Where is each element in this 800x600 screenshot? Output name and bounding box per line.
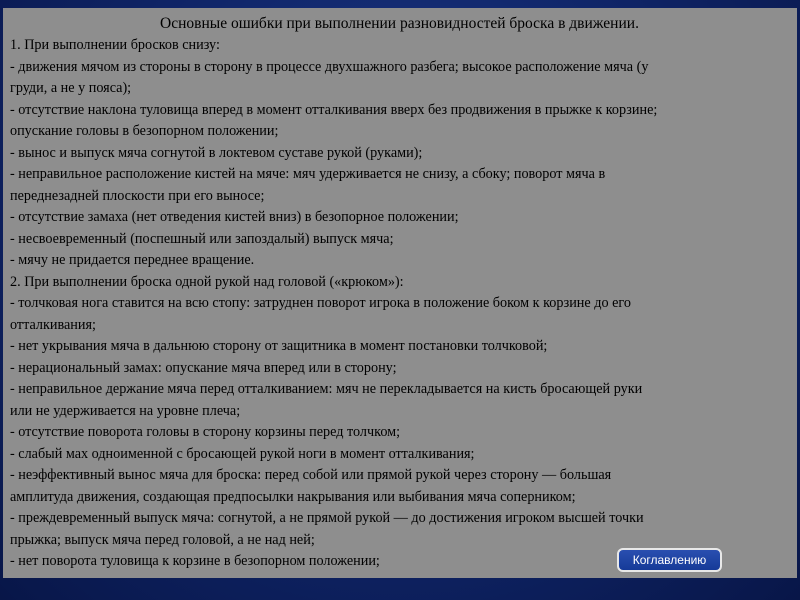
- text-line: - мячу не придается переднее вращение.: [10, 252, 255, 268]
- text-line: груди, а не у пояса);: [10, 80, 132, 96]
- text-line: отталкивания;: [10, 316, 96, 333]
- contents-button[interactable]: Коглавлению: [617, 548, 722, 572]
- text-line: 1. При выполнении бросков снизу:: [10, 37, 220, 53]
- text-line: - неправильное расположение кистей на мяче: мяч удерживается не снизу, а сбоку; поворот мяча в: [10, 166, 606, 182]
- text-line: - нерациональный замах: опускание мяча вперед или в сторону;: [10, 359, 397, 376]
- text-line: - отсутствие наклона туловища вперед в момент отталкивания вверх без продвижения в прыжке к корзине;: [10, 101, 658, 118]
- text-line: - несвоевременный (поспешный или запоздалый) выпуск мяча;: [10, 230, 394, 247]
- text-line: или не удерживается на уровне плеча;: [10, 402, 241, 419]
- text-line: - отсутствие поворота головы в сторону корзины перед толчком;: [10, 424, 401, 440]
- text-line: опускание головы в безопорном положении;: [10, 123, 279, 139]
- text-line: 2. При выполнении броска одной рукой над головой («крюком»):: [10, 273, 404, 290]
- text-line: - нет укрывания мяча в дальнюю сторону от защитника в момент постановки толчковой;: [10, 338, 548, 354]
- text-line: - слабый мах одноименной с бросающей рукой ноги в момент отталкивания;: [10, 445, 475, 462]
- text-line: - нет поворота туловища к корзине в безопорном положении;: [10, 553, 380, 569]
- text-line: - неправильное держание мяча перед отталкиванием: мяч не перекладывается на кисть бросающей руки: [10, 381, 643, 397]
- text-line: переднезадней плоскости при его выносе;: [10, 187, 265, 204]
- text-line: - отсутствие замаха (нет отведения кистей вниз) в безопорное положении;: [10, 209, 459, 225]
- text-line: - неэффективный вынос мяча для броска: перед собой или прямой рукой через сторону — большая: [10, 467, 612, 483]
- text-line: - вынос и выпуск мяча согнутой в локтевом суставе рукой (руками);: [10, 144, 423, 161]
- text-line: прыжка; выпуск мяча перед головой, а не над ней;: [10, 531, 315, 548]
- text-body: [10, 35, 789, 573]
- content-panel: [3, 8, 797, 578]
- text-line: - преждевременный выпуск мяча: согнутой, а не прямой рукой — до достижения игроком высшей точки: [10, 510, 644, 526]
- text-line: амплитуда движения, создающая предпосылки накрывания или выбивания мяча соперником;: [10, 488, 576, 505]
- text-line: - движения мячом из стороны в сторону в процессе двухшажного разбега; высокое расположение мяча (у: [10, 58, 649, 75]
- text-line: - толчковая нога ставится на всю стопу: затруднен поворот игрока в положение боком к корзине до его: [10, 295, 631, 311]
- slide-title: Основные ошибки при выполнении разновидностей броска в движении.: [160, 15, 639, 32]
